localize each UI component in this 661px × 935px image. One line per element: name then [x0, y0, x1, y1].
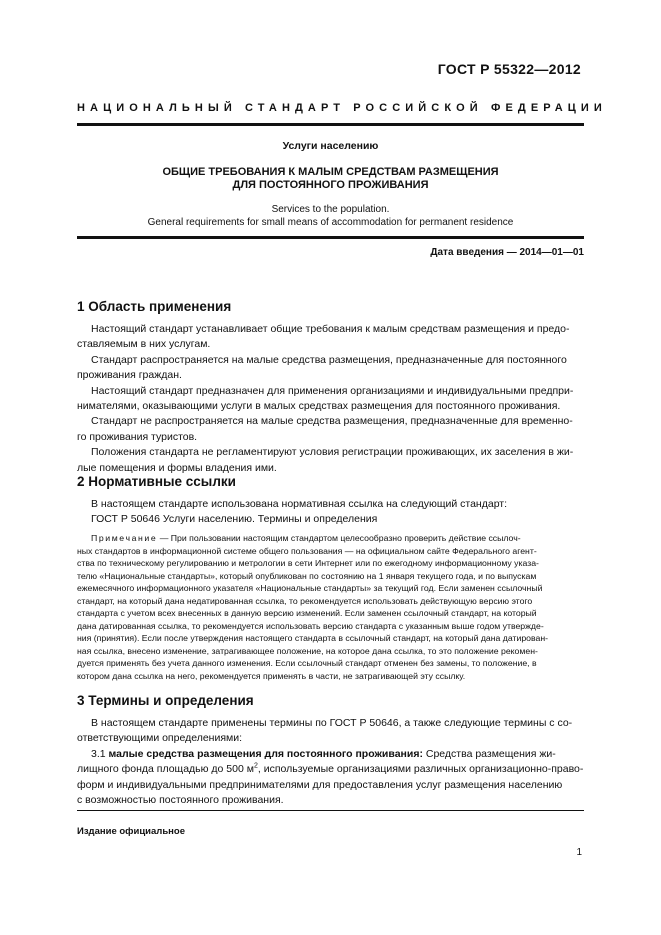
- note-line: ная ссылка, внесено изменение, затрагивающее положение, на которое дана ссылка, то это положение рекомен-: [77, 645, 538, 656]
- title-divider: [77, 236, 584, 239]
- note-line: стандарт, на который дана недатированная ссылка, то рекомендуется использовать действующую версию этого: [77, 595, 533, 606]
- term-definition: Средства размещения жи-: [422, 747, 556, 760]
- text-line: Положения стандарта не регламентируют условия регистрации проживающих, их заселения в жи-: [91, 446, 574, 459]
- top-divider: [77, 123, 584, 126]
- title-en-line: General requirements for small means of accommodation for permanent residence: [147, 216, 514, 228]
- section-2-note: [77, 532, 584, 682]
- term-name: малые средства размещения для постоянного проживания:: [108, 747, 423, 760]
- text-line: проживания граждан.: [77, 369, 182, 382]
- text-line: В настоящем стандарте использована нормативная ссылка на следующий стандарт:: [91, 498, 508, 510]
- title-ru-line: ОБЩИЕ ТРЕБОВАНИЯ К МАЛЫМ СРЕДСТВАМ РАЗМЕЩЕНИЯ: [162, 166, 499, 178]
- note-line: ния (принятия). Если после утверждения настоящего стандарта в ссылочный стандарт, на который дана датирован-: [77, 633, 549, 643]
- section-2-body: [77, 497, 584, 528]
- section-3-body: [77, 716, 584, 808]
- text-line: нимателями, оказывающими услуги в малых средствах размещения для постоянного проживания.: [77, 400, 561, 413]
- note-label: Примечание: [91, 533, 158, 543]
- note-line: ства по техническому регулированию и метрологии в сети Интернет или по ежегодному информационному указа-: [77, 558, 539, 568]
- term-number: 3.1: [91, 747, 106, 760]
- note-line: котором дана ссылка на него, рекомендуется применять в части, не затрагивающей эту ссылку.: [77, 670, 466, 681]
- term-definition: , используемые организациями различных организационно-право-: [257, 763, 584, 776]
- page-number: 1: [576, 847, 582, 858]
- section-1-heading: 1 Область применения: [77, 299, 232, 314]
- text-line: ставляемым в них услугам.: [77, 338, 211, 351]
- section-3-heading: 3 Термины и определения: [77, 693, 254, 708]
- introduction-date: Дата введения — 2014—01—01: [430, 247, 584, 258]
- text-line: го проживания туристов.: [77, 430, 198, 443]
- document-title-en: [77, 204, 584, 229]
- note-text: — При пользовании настоящим стандартом целесообразно проверить действие ссылоч-: [157, 533, 521, 543]
- superscript: 2: [253, 762, 258, 770]
- footer-divider: [77, 810, 584, 811]
- note-line: стандарта с учетом всех внесенных в данную версию изменений. Если заменен ссылочный стандарт, на который: [77, 608, 537, 618]
- national-standard-banner: НАЦИОНАЛЬНЫЙ СТАНДАРТ РОССИЙСКОЙ ФЕДЕРАЦИИ: [77, 102, 607, 114]
- term-definition: лищного фонда площадью до 500 м: [77, 763, 254, 776]
- text-line: ответствующими определениями:: [77, 732, 243, 745]
- term-definition-line: форм и индивидуальными предпринимателями для предоставления услуг размещения населению: [77, 778, 563, 791]
- note-line: дана датированная ссылка, то рекомендуется использовать версию стандарта с указанным выше годом утвержде-: [77, 620, 544, 631]
- section-1-body: [77, 322, 584, 476]
- term-definition-line: с возможностью постоянного проживания.: [77, 794, 284, 807]
- standard-number: ГОСТ Р 55322—2012: [437, 61, 581, 77]
- text-line: В настоящем стандарте применены термины по ГОСТ Р 50646, а также следующие термины с со-: [91, 717, 573, 729]
- text-line: Настоящий стандарт устанавливает общие требования к малым средствам размещения и предо-: [91, 323, 570, 335]
- title-ru-line: ДЛЯ ПОСТОЯННОГО ПРОЖИВАНИЯ: [232, 179, 429, 191]
- document-title-ru: [77, 166, 584, 192]
- official-edition-label: Издание официальное: [77, 826, 185, 837]
- note-line: телю «Национальные стандарты», который опубликован по состоянию на 1 января текущего года, и по выпускам: [77, 570, 537, 581]
- text-line: Стандарт распространяется на малые средства размещения, предназначенные для постоянного: [91, 353, 567, 366]
- section-2-heading: 2 Нормативные ссылки: [77, 474, 236, 489]
- services-title-ru: Услуги населению: [282, 140, 379, 152]
- note-line: ных стандартов в информационной системе общего пользования — на официальном сайте Федерального агент-: [77, 545, 537, 556]
- text-line: Настоящий стандарт предназначен для применения организациями и индивидуальными предпри-: [91, 384, 574, 397]
- note-line: ежемесячного информационного указателя «Национальные стандарты» за текущий год. Если заменен ссылочный: [77, 583, 543, 593]
- note-first-line: [77, 532, 584, 545]
- term-definition-line: [77, 747, 584, 762]
- text-line: лые помещения и формы владения ими.: [77, 461, 277, 474]
- text-line: ГОСТ Р 50646 Услуги населению. Термины и определения: [91, 513, 378, 526]
- title-en-line: Services to the population.: [271, 204, 390, 215]
- note-line: дуется применять без учета данного изменения. Если ссылочный стандарт отменен без замены, то положение, в: [77, 658, 537, 668]
- text-line: Стандарт не распространяется на малые средства размещения, предназначенные для временно-: [91, 415, 573, 428]
- term-definition-line: [77, 762, 584, 777]
